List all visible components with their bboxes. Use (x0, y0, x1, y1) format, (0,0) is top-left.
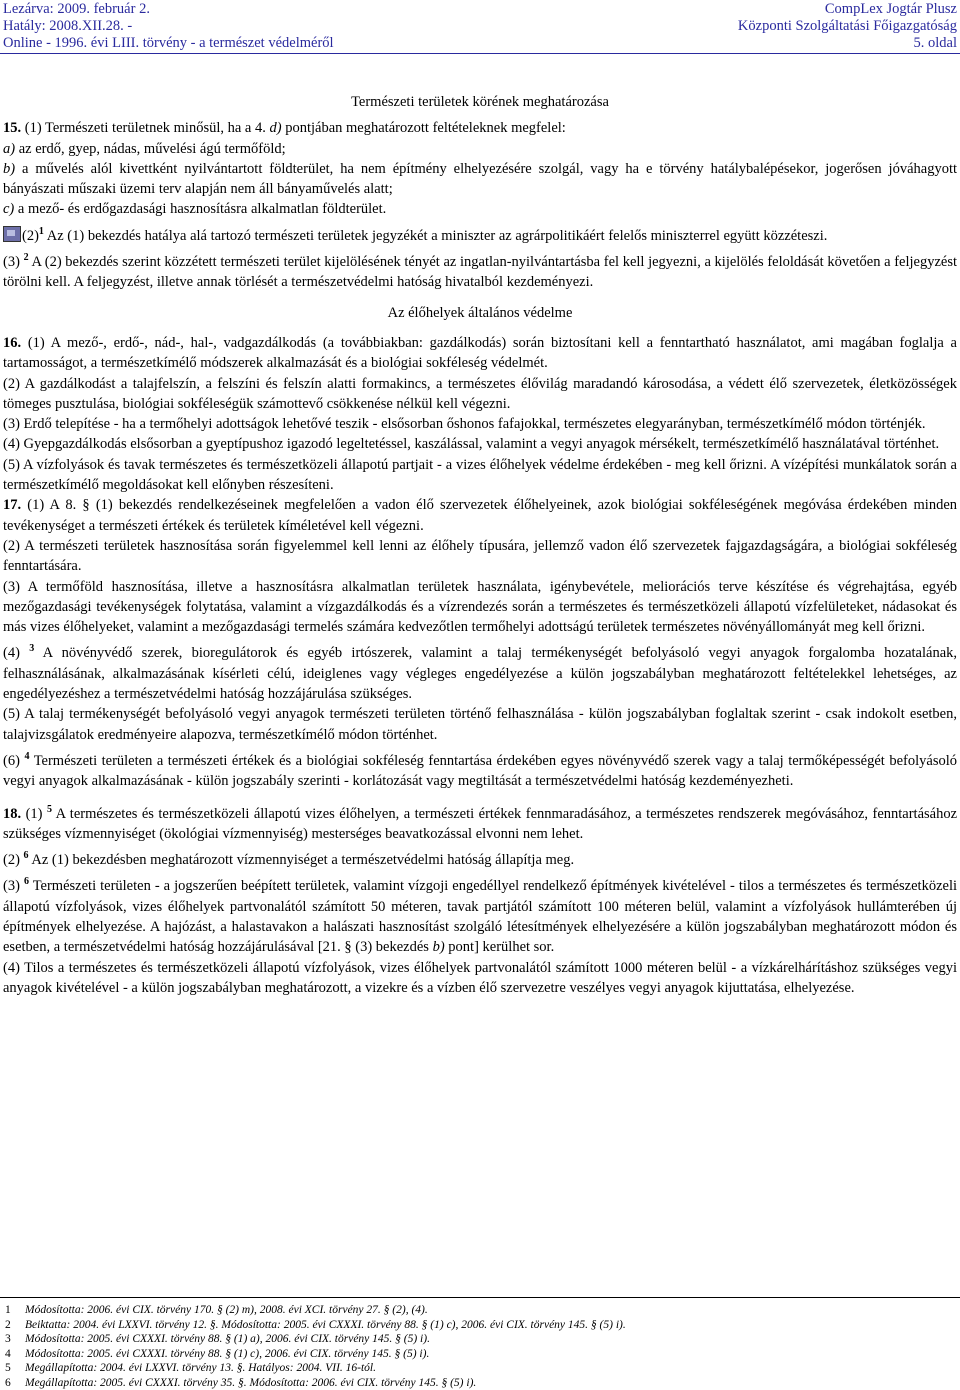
footnote: 4 Módosította: 2005. évi CXXXI. törvény 88. § (1) c), 2006. évi CIX. törvény 145. § (5) i). (5, 1347, 430, 1360)
paragraph: (3) A termőföld hasznosítása, illetve a hasznosításra alkalmatlan területek használata, igénybevétele, meliorációs terve készítése és végrehajtása, egyéb mezőgazdasági tevékenységek folytatása, valamint a vízgazdálkodás és a vízrendezés során a természetes és természetközeli állapotú vízfelületeket, nádasokat és más vizes élőhelyeket, valamint a mezőgazdasági termelés számára kedvezőtlen termőhelyi adottságú területek természetes növényállományát meg kell őrizni. (3, 578, 957, 636)
header-product: CompLex Jogtár Plusz (824, 1, 957, 17)
footnotes (5, 1303, 955, 1390)
footnote: 3 Módosította: 2005. évi CXXXI. törvény 88. § (1) a), 2006. évi CIX. törvény 145. § (5) i). (5, 1333, 430, 1345)
header-divider (0, 53, 960, 54)
footnote-ref[interactable]: 4 (24, 750, 30, 762)
paragraph: 15. (1) Természeti területnek minősül, ha a 4. d) pontjában meghatározott feltételeknek megfelel: (3, 120, 566, 137)
footnote-ref[interactable]: 6 (23, 876, 29, 888)
footnote-ref[interactable]: 2 (23, 252, 29, 264)
paragraph: 17. (1) A 8. § (1) bekezdés rendelkezéseinek megfelelően a vadon élő szervezetek élőhelyeinek, azok biológiai sokféleségének megóvása érdekében minden tevékenységet a természeti értékek és területek kíméletével kell végezni. (3, 497, 958, 534)
list-item: c) a mező- és erdőgazdasági hasznosításra alkalmatlan földterület. (3, 201, 387, 218)
footnote-ref[interactable]: 1 (38, 225, 44, 237)
footnote: 5 Megállapította: 2004. évi LXXVI. törvény 13. §. Hatályos: 2004. VII. 16-tól. (5, 1362, 377, 1374)
footnote: 6 Megállapította: 2005. évi CXXXI. törvény 35. §. Módosította: 2006. évi CIX. törvény 145. § (5) i). (5, 1376, 477, 1389)
footnote-ref[interactable]: 6 (23, 850, 29, 862)
page-header (0, 0, 960, 54)
section-number: 17. (3, 497, 22, 514)
footnote-ref[interactable]: 3 (29, 643, 35, 655)
section-number: 15. (3, 120, 22, 137)
paragraph: 16. (1) A mező-, erdő-, nád-, hal-, vadgazdálkodás (a továbbiakban: gazdálkodás) során biztosítani kell a fenntartható használatot, ami magában foglalja a tartamosságot, a természetkímélő módszerek alkalmazását és a biológiai sokféleség védelmét. (3, 334, 957, 372)
header-lock-date: Lezárva: 2009. február 2. (3, 1, 150, 17)
paragraph: (4) Tilos a természetes és természetközeli állapotú vízfolyások, vizes élőhelyek partvonalától számított 1000 méteren belül - a vízkárelhárításhoz szükséges vegyi anyagok kivételével - a külön jogszabályban meghatározott, a vizekre és a vízben élő szervezetre veszélyes vegyi anyagok kijuttatása, elhelyezése. (3, 959, 957, 996)
section-title: Az élőhelyek általános védelme (387, 304, 573, 321)
footnote-ref[interactable]: 5 (46, 803, 52, 815)
header-effective: Hatály: 2008.XII.28. - (3, 18, 133, 34)
paragraph: 18. (1) $^5$ A természetes és természetközeli állapotú vizes élőhelyen, a természeti értékek fennmaradásához, a természetes rendszerek megóvásához, fenntartásához szükséges vízmennyiséget (ökológiai vízmennyiség) mesterséges beavatkozással elvonni nem lehet. (3, 803, 958, 842)
paragraph: (3) Erdő telepítése - ha a termőhelyi adottságok lehetővé teszik - elsősorban őshonos fafajokkal, természetes elegyarányban, természetkímélő módon történjék. (3, 416, 926, 433)
section-title: Természeti területek körének meghatározása (351, 94, 609, 110)
paragraph: (2) A gazdálkodást a talajfelszín, a felszíni és felszín alatti formakincs, a természetes élővilág maradandó károsodása, a védett élő szervezetek, életközösségek tömeges pusztulása, biológiai sokféleségük számottevő csökkenése nélkül kell végezni. (3, 375, 957, 412)
paragraph: (2) A természeti területek hasznosítása során figyelemmel kell lenni az élőhely típusára, jellemző vadon élő szervezetek fajgazdagságára, a biológiai sokféleség fenntartására. (3, 537, 957, 575)
section-number: 18. (3, 805, 22, 822)
header-page-number: 5. oldal (913, 35, 957, 51)
section-number: 16. (3, 334, 22, 351)
footnote: 2 Beiktatta: 2004. évi LXXVI. törvény 12. §. Módosította: 2005. évi CXXXI. törvény 88. § (1) c), 2006. évi CIX. törvény 145. § (5) i). (5, 1318, 626, 1331)
header-publisher: Központi Szolgáltatási Főigazgatóság (737, 18, 957, 34)
paragraph: (4) Gyepgazdálkodás elsősorban a gyeptípushoz igazodó legeltetéssel, kaszálással, valamint a vegyi anyagok mérsékelt, természetkímélő használatával történhet. (3, 436, 940, 453)
footnote-divider (0, 1297, 960, 1298)
list-item: b) a művelés alól kivettként nyilvántartott földterület, ha nem építmény elhelyezésére szolgál, vagy ha e törvény hatálybalépésekor, jogerősen jóváhagyott bányászati műszaki üzemi terv alapján nem áll bányaművelés alatt; (3, 160, 958, 198)
paragraph: (5) A vízfolyások és tavak természetes és természetközeli állapotú partjait - a vizes élőhelyek védelme érdekében - meg kell őrizni. A vízépítési munkálatok során a természetkímélő megoldásokat kell előnyben részesíteni. (3, 456, 957, 494)
paragraph: (6) $^4$ Természeti területen a természeti értékek és a biológiai sokféleség fenntartása érdekében egyes növényvédő szerek vagy a talaj termőképességét befolyásoló vegyi anyagok alkalmazásának - külön jogszabály szerinti - korlátozását vagy megtiltását a természetvédelmi hatóság kezdeményezheti. (3, 750, 957, 790)
paragraph: (2) $^6$ Az (1) bekezdésben meghatározott vízmennyiséget a természetvédelmi hatóság állapítja meg. (3, 850, 575, 869)
header-left (3, 1, 334, 52)
paragraph: (5) A talaj termékenységét befolyásoló vegyi anyagok természeti területen történő felhasználása - külön jogszabályban foglaltak szerint - csak indokolt esetben, talajvizsgálatok eredményeire alapozva, természetkímélő módon történhet. (3, 706, 957, 743)
header-law-title: Online - 1996. évi LIII. törvény - a természet védelméről (3, 35, 334, 51)
paragraph: (3) $^2$ A (2) bekezdés szerint közzétett természeti terület kijelölésének tényét az ingatlan-nyilvántartásba fel kell jegyezni, a kijelölés feloldását követően a feljegyzést törölni kell. A feljegyzést, illetve annak törlését a természetvédelmi hatóság hivatalból kezdeményezi. (3, 252, 958, 291)
paragraph: (3) $^6$ Természeti területen - a jogszerűen beépített területek, valamint vízgoji engedéllyel rendelkező építmények kivételével - tilos a természetes és természetközeli állapotú vízfolyások, vizes élőhelyek partvonalától számított 50 méteren, tavak partjától számított 100 méteren belül, valamint a vízfolyások hullámterében új építmények elhelyezése. A hajózást, a halastavakon a halászati hasznosítást szolgáló létesítmények elhelyezésére a külön jogszabályban meghatározott módon és esetben, a természetvédelmi hatóság hozzájárulásával [21. § (3) bekezdés b) pont] kerülhet sor. (3, 876, 958, 956)
paragraph: $(2)^1$ Az (1) bekezdés hatálya alá tartozó természeti területek jegyzékét a miniszter az agrárpolitikáért felelős miniszterrel együtt közzéteszi. (3, 226, 957, 246)
amendment-icon[interactable] (3, 226, 21, 242)
footnote: 1 Módosította: 2006. évi CIX. törvény 170. § (2) m), 2008. évi XCI. törvény 27. § (2), (4). (5, 1304, 428, 1316)
paragraph: (4) $^3$ A növényvédő szerek, bioregulátorok és egyéb irtószerek, valamint a talaj termékenységét befolyásoló vegyi anyagok forgalomba hozatalának, felhasználásának, alkalmazásának kísérleti célú, ideiglenes vagy végleges engedélyezése a külön jogszabályban meghatározott feltételekkel lehetséges, az engedélyezéshez a természetvédelmi hatóság hozzájárulása szükséges. (3, 643, 958, 703)
list-item: a) az erdő, gyep, nádas, művelési ágú termőföld; (3, 140, 286, 157)
header-right (738, 1, 957, 52)
document-body (3, 92, 957, 998)
